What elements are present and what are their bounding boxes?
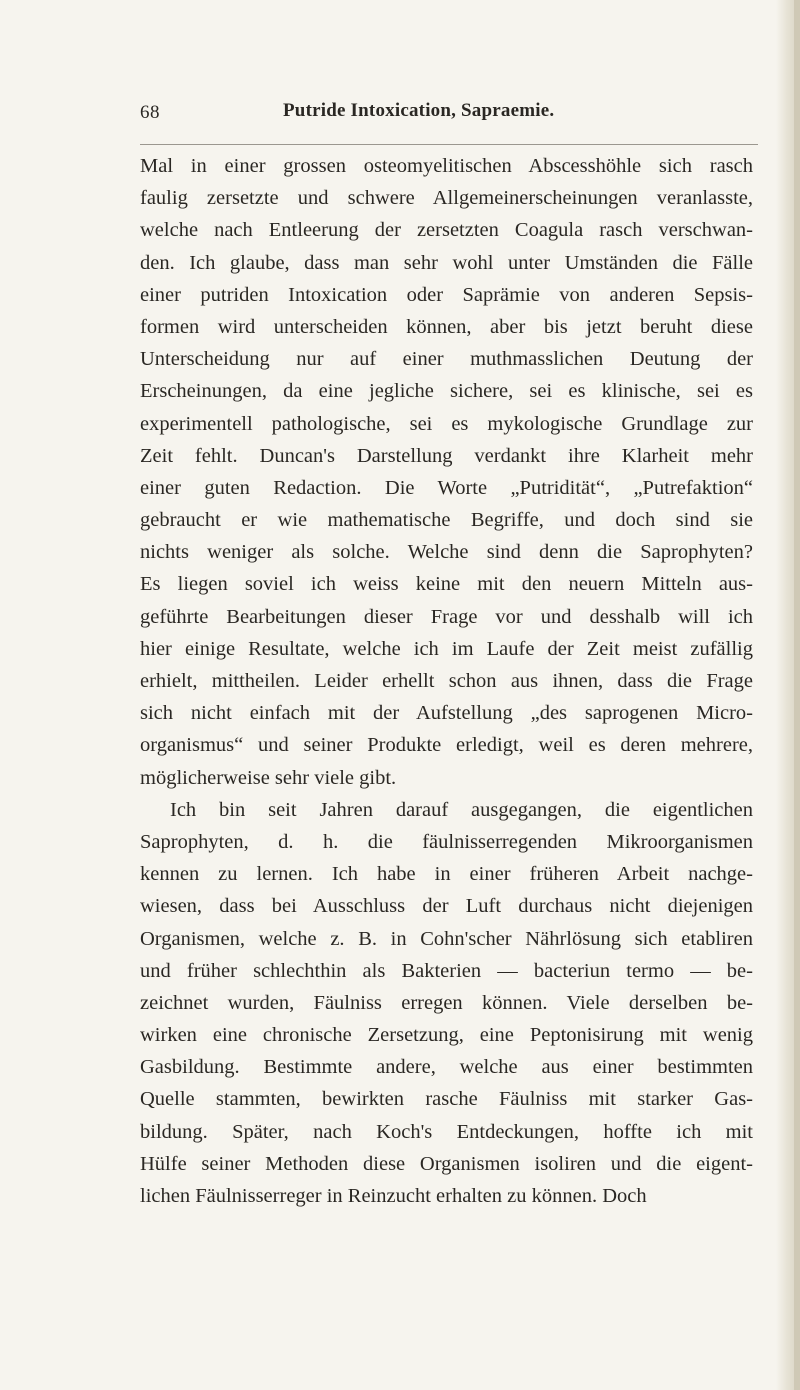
page-edge (794, 0, 800, 1390)
text-line: möglicherweise sehr viele gibt. (140, 766, 397, 789)
text-line: wirken eine chronische Zersetzung, eine Peptonisirung mit wenig (140, 1024, 753, 1047)
text-line: gebraucht er wie mathematische Begriffe, und doch sind sie (140, 509, 753, 532)
text-line: Quelle stammten, bewirkten rasche Fäulniss mit starker Gas- (140, 1088, 753, 1111)
running-title: Putride Intoxication, Sapraemie. (283, 100, 555, 121)
paragraph-1 (140, 150, 753, 794)
text-line: hier einige Resultate, welche ich im Laufe der Zeit meist zufällig (140, 637, 753, 660)
text-line: Gasbildung. Bestimmte andere, welche aus einer bestimmten (140, 1056, 753, 1079)
text-line: Ich bin seit Jahren darauf ausgegangen, die eigentlichen (170, 798, 753, 821)
text-line: geführte Bearbeitungen dieser Frage vor und desshalb will ich (140, 605, 753, 628)
text-line: erhielt, mittheilen. Leider erhellt schon aus ihnen, dass die Frage (140, 670, 753, 692)
text-line: experimentell pathologische, sei es mykologische Grundlage zur (140, 412, 753, 435)
body-text (140, 150, 753, 1212)
text-line: den. Ich glaube, dass man sehr wohl unter Umständen die Fälle (140, 251, 753, 274)
text-line: organismus“ und seiner Produkte erledigt, weil es deren mehrere, (140, 734, 753, 757)
text-line: und früher schlechthin als Bakterien — bacteriun termo — be- (140, 959, 753, 982)
text-line: nichts weniger als solche. Welche sind denn die Saprophyten? (140, 541, 753, 564)
text-line: Organismen, welche z. B. in Cohn'scher Nährlösung sich etabliren (140, 927, 753, 950)
text-line: Mal in einer grossen osteomyelitischen Abscesshöhle sich rasch (140, 155, 753, 177)
page-number: 68 (140, 102, 160, 123)
text-line: Zeit fehlt. Duncan's Darstellung verdankt ihre Klarheit mehr (140, 444, 753, 467)
text-line: zeichnet wurden, Fäulniss erregen können. Viele derselben be- (140, 991, 753, 1014)
text-line: sich nicht einfach mit der Aufstellung „des saprogenen Micro- (140, 702, 753, 725)
text-line: welche nach Entleerung der zersetzten Coagula rasch verschwan- (140, 219, 753, 242)
text-line: Saprophyten, d. h. die fäulnisserregenden Mikroorganismen (140, 830, 753, 853)
text-line: Unterscheidung nur auf einer muthmasslichen Deutung der (140, 348, 753, 371)
text-line: lichen Fäulnisserreger in Reinzucht erhalten zu können. Doch (140, 1185, 647, 1207)
page-header (140, 100, 780, 136)
text-line: Erscheinungen, da eine jegliche sichere, sei es klinische, sei es (140, 380, 753, 403)
text-line: wiesen, dass bei Ausschluss der Luft durchaus nicht diejenigen (140, 895, 753, 918)
text-line: faulig zersetzte und schwere Allgemeinerscheinungen veranlasste, (140, 187, 753, 210)
text-line: einer putriden Intoxication oder Saprämie von anderen Sepsis- (140, 283, 753, 306)
header-rule (140, 144, 758, 145)
text-line: Es liegen soviel ich weiss keine mit den neuern Mitteln aus- (140, 573, 753, 596)
text-line: Hülfe seiner Methoden diese Organismen isoliren und die eigent- (140, 1152, 753, 1175)
text-line: einer guten Redaction. Die Worte „Putridität“, „Putrefaktion“ (140, 476, 753, 499)
text-line: formen wird unterscheiden können, aber bis jetzt beruht diese (140, 315, 753, 338)
text-line: kennen zu lernen. Ich habe in einer früheren Arbeit nachge- (140, 863, 753, 886)
text-line: bildung. Später, nach Koch's Entdeckungen, hoffte ich mit (140, 1120, 753, 1143)
paragraph-2 (140, 794, 753, 1212)
